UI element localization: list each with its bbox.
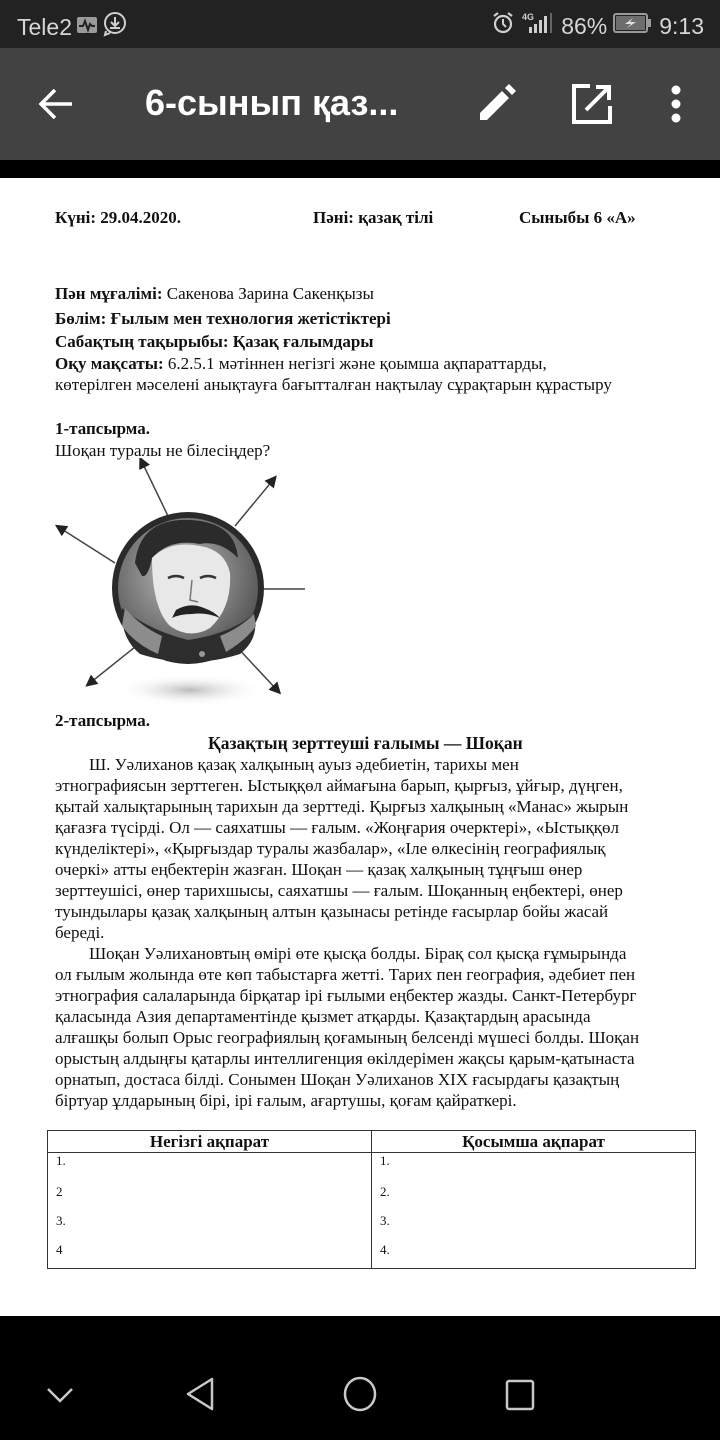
table-cell[interactable]: 3. (48, 1211, 372, 1240)
task2-paragraph-1 (55, 754, 675, 943)
lesson-class: Сыныбы 6 «А» (519, 208, 636, 227)
status-bar (0, 0, 720, 48)
edit-button[interactable] (474, 82, 518, 126)
lesson-subject: Пәні: қазақ тілі (313, 208, 434, 227)
table-cell[interactable]: 3. (372, 1211, 696, 1240)
svg-text:4G: 4G (522, 12, 535, 22)
paragraph-line: этнографиясын зерттеген. Ыстыққөл аймағына барып, қырғыз, ұйғыр, дүңген, (55, 776, 623, 795)
hide-nav-icon (46, 1386, 74, 1406)
4g-signal-icon (521, 11, 555, 41)
task1-title: 1-тапсырма. (55, 419, 151, 438)
table-cell[interactable]: 2 (48, 1182, 372, 1211)
table-cell[interactable]: 1. (48, 1153, 372, 1182)
hide-nav-button[interactable] (46, 1386, 74, 1411)
table-header-row (48, 1131, 696, 1153)
paragraph-line: біртуар ұлдарының бірі, ірі ғалым, ағартушы, қоғам қайраткері. (55, 1091, 517, 1110)
download-notification-icon (102, 11, 128, 43)
open-external-button[interactable] (570, 82, 614, 126)
column-header-main-info: Негізгі ақпарат (48, 1131, 372, 1153)
paragraph-line: қытай халықтарының тарихын да зерттеді. Қырғыз халқының «Манас» жырын (55, 797, 629, 816)
back-nav-button[interactable] (184, 1376, 216, 1417)
status-left (17, 11, 128, 43)
table-cell[interactable]: 2. (372, 1182, 696, 1211)
back-button[interactable] (36, 84, 76, 124)
back-triangle-icon (184, 1376, 216, 1412)
paragraph-line: алғашқы болып Орыс географиялың қоғамының белсенді мүшесі болды. Шоқан (55, 1028, 640, 1047)
paragraph-line: Шоқан Уәлихановтың өмірі өте қысқа болды. Бірақ сол қысқа ғұмырында (55, 944, 627, 963)
section-line: Бөлім: Ғылым мен технология жетістіктері (55, 309, 391, 328)
task2-title: 2-тапсырма. (55, 711, 151, 730)
table-cell[interactable]: 1. (372, 1153, 696, 1182)
column-header-additional-info: Қосымша ақпарат (372, 1131, 696, 1153)
table-row (48, 1182, 696, 1211)
paragraph-line: орыстың алдыңғы қатарлы интеллигенция өкілдерімен жақсы қарым-қатынаста (55, 1049, 635, 1068)
activity-monitor-icon (76, 14, 98, 41)
paragraph-line: ол ғылым жолында өте көп табыстарға жетті. Тарих пен география, әдебиет пен (55, 965, 636, 984)
paragraph-line: зерттеушісі, өнер тарихшысы, саяхатшы — ғалым. Шоқанның еңбектері, өнер (55, 881, 623, 900)
paragraph-line: күнделіктері», «Қырғыздар туралы жазбалар», «Іле өлкесінің географиялық (55, 839, 606, 858)
portrait-mindmap-diagram (40, 458, 340, 708)
system-navigation-bar (0, 1316, 720, 1440)
table-row (48, 1153, 696, 1182)
objective-line (55, 354, 547, 374)
teacher-label: Пән мұғалімі: (55, 284, 163, 303)
paragraph-line: туындылары қазақ халқының алтын қазынасы ретінде ғасырлар бойы жасай (55, 902, 609, 921)
home-circle-icon (342, 1376, 378, 1412)
battery-percent: 86% (561, 12, 608, 39)
teacher-line (55, 284, 374, 304)
table-cell[interactable]: 4. (372, 1240, 696, 1269)
more-vert-icon (664, 82, 688, 126)
arrow-left-icon (36, 84, 76, 124)
alarm-icon (491, 11, 515, 41)
objective-label: Оқу мақсаты: (55, 354, 164, 373)
more-options-button[interactable] (664, 82, 688, 126)
status-right (491, 11, 704, 41)
task2-heading: Қазақтың зерттеуші ғалымы — Шоқан (208, 733, 523, 753)
document-page[interactable] (0, 178, 720, 1316)
table-cell[interactable]: 4 (48, 1240, 372, 1269)
lesson-date: Күні: 29.04.2020. (55, 208, 182, 227)
paragraph-line: қаласында Азия департаментінде қызмет атқарды. Қазақтардың арасында (55, 1007, 591, 1026)
recents-nav-button[interactable] (504, 1378, 536, 1417)
task1-question: Шоқан туралы не білесіңдер? (55, 441, 271, 460)
battery-charging-icon (613, 12, 653, 40)
paragraph-line: қағазға түсірді. Ол — саяхатшы — ғалым. «Жоңғария очерктері», «Ыстыққөл (55, 818, 619, 837)
document-title: 6-сынып қаз... (145, 82, 399, 123)
information-table (47, 1130, 696, 1269)
pencil-icon (474, 82, 518, 126)
topic-line: Сабақтың тақырыбы: Қазақ ғалымдары (55, 332, 374, 351)
paragraph-line: этнография салаларында бірқатар ірі ғылыми еңбектер жазды. Санкт-Петербург (55, 986, 637, 1005)
app-toolbar (0, 48, 720, 160)
recents-square-icon (504, 1378, 536, 1412)
paragraph-line: очеркі» атты еңбектерін жазған. Шоқан — қазақ халқының тұңғыш өнер (55, 860, 583, 879)
table-row (48, 1240, 696, 1269)
clock-time: 9:13 (659, 12, 704, 39)
task2-paragraph-2 (55, 943, 675, 1111)
paragraph-line: береді. (55, 923, 105, 942)
table-row (48, 1211, 696, 1240)
objective-text-2: көтерілген мәселені анықтауға бағытталған нақтылау сұрақтарын құрастыру (55, 375, 612, 394)
teacher-name: Сакенова Зарина Сакенқызы (162, 284, 374, 303)
objective-text-1: 6.2.5.1 мәтіннен негізгі және қоымша ақпараттарды, (163, 354, 547, 373)
paragraph-line: Ш. Уәлиханов қазақ халқының ауыз әдебиетін, тарихы мен (55, 755, 519, 774)
paragraph-line: орнатып, достаса білді. Сонымен Шоқан Уәлиханов XIX ғасырдағы қазақтың (55, 1070, 620, 1089)
open-external-icon (570, 82, 614, 126)
carrier-name: Tele2 (17, 13, 72, 40)
home-nav-button[interactable] (342, 1376, 378, 1417)
